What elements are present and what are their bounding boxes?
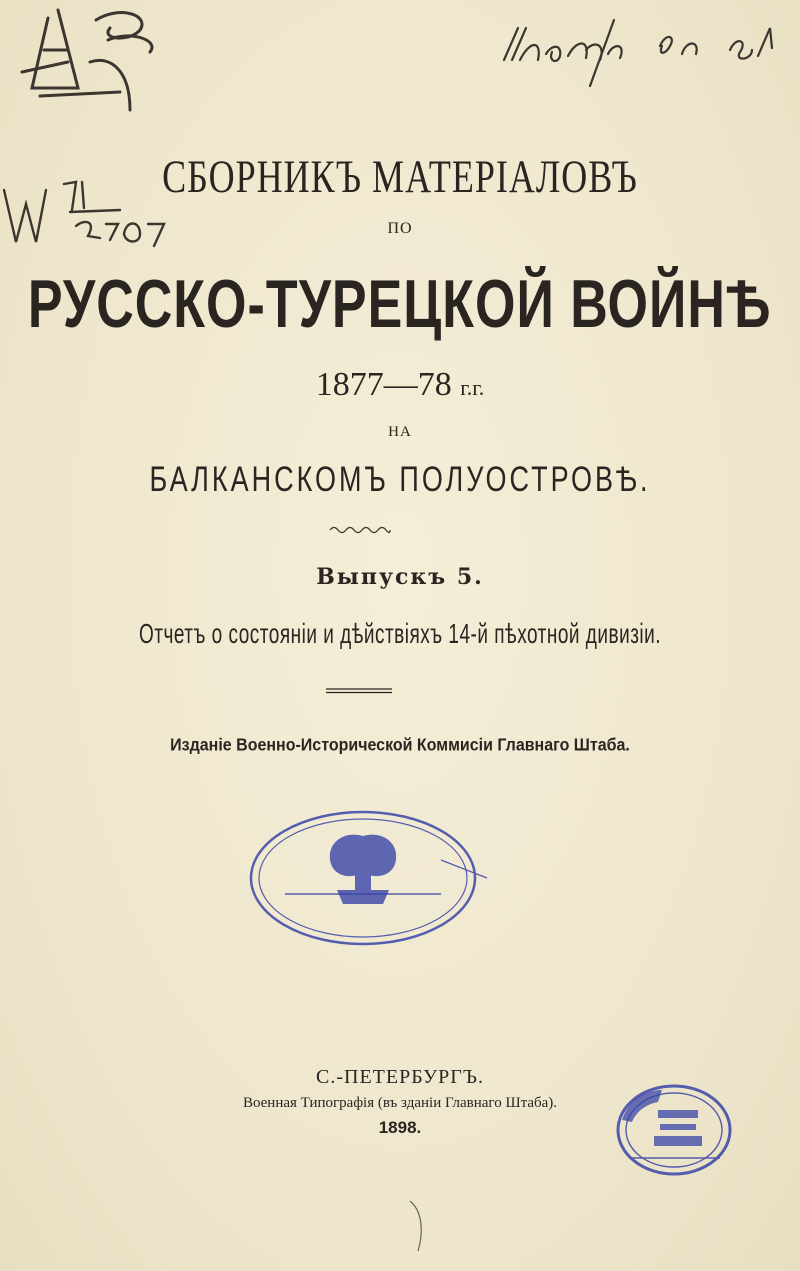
library-stamp-icon [245,800,495,960]
title-line-po: ПО [387,220,413,237]
pencil-mark-icon [400,1195,440,1255]
issue-label: Выпускъ 5. [316,564,484,590]
publisher-line: Изданіе Военно-Исторической Коммисіи Главнаго Штаба. [170,736,630,755]
lenin-library-stamp-icon [612,1080,742,1190]
main-title: РУССКО-ТУРЕЦКОЙ ВОЙНѢ [27,267,773,343]
handwritten-shelfmark-icon [0,0,200,120]
title-line-na: НА [388,424,412,440]
imprint-printer: Военная Типографія (въ зданіи Главнаго Штаба). [242,1095,558,1111]
wavy-ornament-icon [328,524,392,534]
imprint-city: С.-ПЕТЕРБУРГЪ. [316,1066,484,1088]
handwritten-note-icon [490,10,790,90]
title-years [0,366,800,404]
double-rule-divider [326,688,392,694]
title-line-collection: СБОРНИКЪ МАТЕРІАЛОВЪ [162,151,638,203]
title-region: БАЛКАНСКОМЪ ПОЛУОСТРОВѢ. [149,460,651,499]
years-range: 1877—78 [315,366,452,403]
years-suffix: г.г. [460,375,485,400]
imprint-year: 1898. [378,1118,422,1137]
issue-subtitle: Отчетъ о состояніи и дѣйствіяхъ 14-й пѣхотной дивизіи. [138,620,662,651]
